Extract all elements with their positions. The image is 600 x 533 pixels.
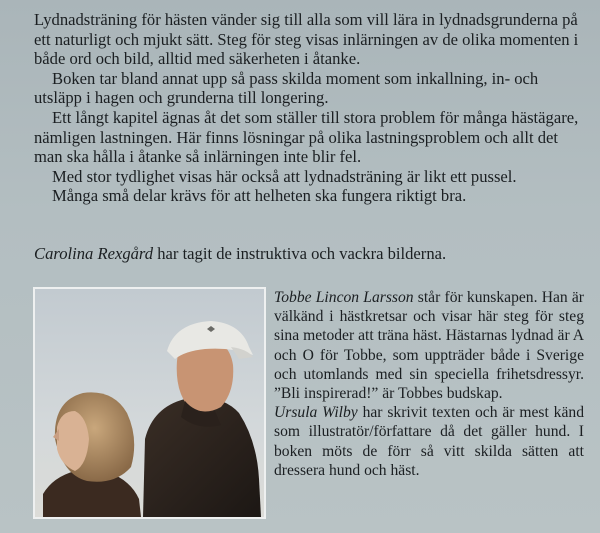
intro-text xyxy=(34,10,584,206)
intro-paragraph: Boken tar bland annat upp så pass skilda moment som inkallning, in- och utsläpp i hagen och grunderna till longering. xyxy=(34,68,539,108)
photo-credit-text: har tagit de instruktiva och vackra bilderna. xyxy=(153,244,447,263)
author-name-tobbe: Tobbe Lincon Larsson xyxy=(274,289,414,306)
author-bio-ursula xyxy=(274,403,584,480)
author-bio-tobbe xyxy=(274,288,584,403)
author-name-ursula: Ursula Wilby xyxy=(274,404,358,422)
authors-photo xyxy=(33,287,266,519)
intro-paragraph: Lydnadsträning för hästen vänder sig till alla som vill lära in lydnadsgrunderna på ett naturligt och mjukt sätt. Steg för steg visas inlärningen av de olika momenten i både ord och bild, alltid med säkerheten i åtanke. xyxy=(34,10,579,69)
authors-bio xyxy=(274,288,584,480)
photographer-name: Carolina Rexgård xyxy=(34,244,154,263)
intro-paragraph: Många små delar krävs för att helheten ska fungera riktigt bra. xyxy=(52,186,467,206)
authors-photo-illustration xyxy=(35,289,264,517)
author-text-tobbe: står för kunskapen. Han är välkänd i hästkretsar och visar här steg för steg sina metoder att träna häst. Hästarnas lydnad är A och O för Tobbe, som uppträder både i Sverige och utomlands med sin speciella frihetsdressyr. ”Bli inspirerad!” är Tobbes budskap. xyxy=(274,289,584,403)
intro-paragraph: Med stor tydlighet visas här också att lydnadsträning är likt ett pussel. xyxy=(52,166,517,186)
author-text-ursula: har skrivit texten och är mest känd som illustratör/författare då det gäller hund. I boken möts de förr så vitt skilda sätten att dressera hund och häst. xyxy=(274,404,584,479)
intro-paragraph: Ett långt kapitel ägnas åt det som ställer till stora problem för många hästägare, nämligen lastningen. Här finns lösningar på olika lastningsproblem och allt det man ska hålla i åtanke så inlärningen inte blir fel. xyxy=(34,107,579,167)
photo-credit xyxy=(34,244,584,264)
